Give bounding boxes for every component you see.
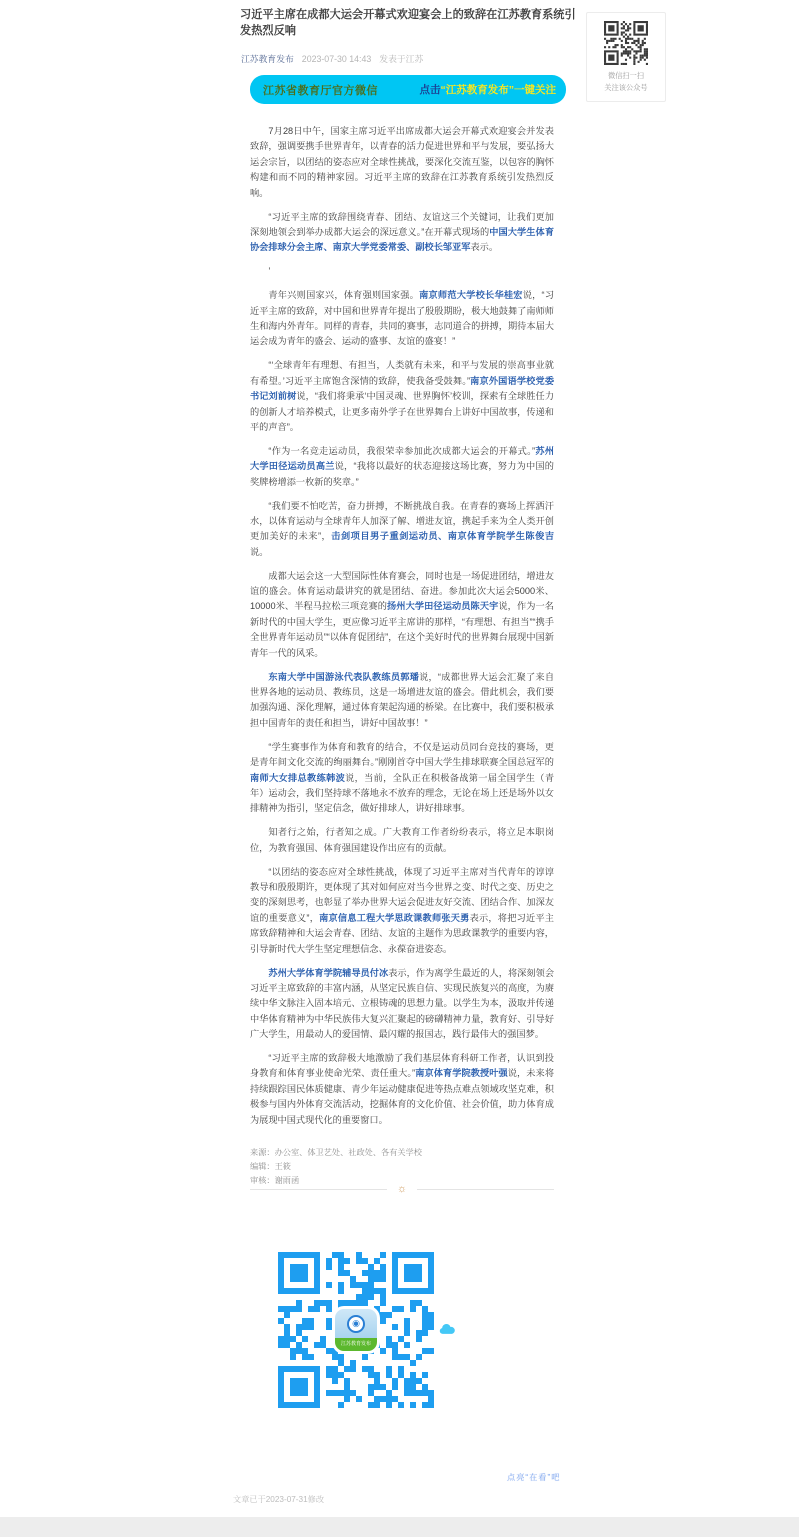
paragraph-text: ’: [268, 266, 271, 277]
person-name-highlight: 南京信息工程大学思政课教师张天勇: [319, 912, 470, 923]
person-name-highlight: 南京师范大学校长华桂宏: [419, 290, 523, 301]
credits-block: [250, 1146, 422, 1188]
credit-editor: 编辑：王筱: [250, 1162, 291, 1171]
article-paragraph: [250, 210, 554, 256]
paragraph-text: 说，作为一名新时代的中国大学生，更应像习近平主席讲的那样，“有理想、有担当”“携手全世界青年运动员”“以体育促团结”，在这个美好时代的世界舞台展现中国新青年一代的风采。: [250, 601, 554, 658]
modified-note: 文章已于2023-07-31修改: [233, 1495, 325, 1504]
person-name-highlight: 南京体育学院教授叶强: [415, 1068, 508, 1079]
paragraph-text: 表示，作为离学生最近的人，将深刻领会习近平主席致辞的丰富内涵，从坚定民族自信、实现民族复兴的高度，为赓续中华文脉注入固本培元、立根铸魂的思想力量。以学生为本，汲取并传递中华体育精神为中华民族伟大复兴汇聚起的磅礴精神力量，教育好、引导好广大学生，用最动人的爱国情、最闪耀的报国志，践行最伟大的强国梦。: [250, 967, 554, 1040]
banner-action-quoted: “江苏教育发布”: [440, 84, 514, 96]
person-name-highlight: 南师大女排总教练韩波: [250, 772, 346, 783]
qr-caption-line1: 微信扫一扫: [608, 71, 644, 80]
qr-caption-line2: 关注该公众号: [604, 83, 648, 92]
paragraph-text: “作为一名竞走运动员，我很荣幸参加此次成都大运会的开幕式。”: [268, 445, 536, 456]
account-link[interactable]: 江苏教育发布: [241, 54, 294, 64]
person-name-highlight: 扬州大学田径运动员陈天宇: [387, 601, 499, 612]
paragraph-text: 表示，将把习近平主席致辞精神和大运会青春、团结、友谊的主题作为思政课教学的重要内容，引导新时代大学生坚定理想信念、永葆奋进姿态。: [250, 912, 554, 954]
sun-ornament-icon: ☼: [396, 1183, 408, 1195]
paragraph-text: “学生赛事作为体育和教育的结合，不仅是运动员同台竞技的赛场，更是青年间文化交流的绚丽舞台。”刚刚首夺中国大学生排球联赛全国总冠军的: [250, 741, 554, 768]
banner-action-text: [420, 82, 557, 97]
paragraph-text: 说，“成都世界大运会汇聚了来自世界各地的运动员、教练员，这是一场增进友谊的盛会。借此机会，我们要加强沟通、深化理解，通过体育架起沟通的桥梁。在比赛中，我们要积极承担中国青年的责任和担当，讲好中国故事！”: [250, 671, 554, 728]
publish-location: 发表于江苏: [379, 54, 424, 64]
cloud-icon: [438, 1323, 456, 1336]
article-paragraph: [250, 825, 554, 856]
app-icon-caption: 江苏教育发布: [335, 1338, 377, 1351]
paragraph-text: 说。: [250, 546, 269, 557]
like-sticker: 点亮“在看”吧: [507, 1473, 561, 1482]
article-paragraph: [250, 288, 554, 350]
paragraph-text: 说，“我们将秉承‘中国灵魂、世界胸怀’校训，探索有全球胜任力的创新人才培养模式，让更多南外学子在世界舞台上讲好中国故事，传递和平的声音”。: [250, 391, 554, 432]
banner-action-prefix: 点击: [419, 84, 441, 96]
person-name-highlight: 击剑项目男子重剑运动员、南京体育学院学生陈俊吉: [331, 531, 554, 542]
article-paragraph: [250, 264, 554, 279]
follow-banner[interactable]: [250, 75, 566, 104]
article-paragraph: [250, 740, 554, 817]
person-name-highlight: 苏州大学田径运动员高兰: [250, 445, 554, 472]
publish-time: 2023-07-30 14:43: [301, 53, 372, 64]
article-paragraph: [250, 1051, 554, 1128]
credit-source: 来源：办公室、体卫艺处、社政处、各有关学校: [250, 1148, 422, 1157]
paragraph-text: “以团结的姿态应对全球性挑战，体现了习近平主席对当代青年的谆谆教导和殷殷期许，更体现了其对如何应对当今世界之变、时代之变、历史之变的深刻思考，也彰显了举办世界大运会促进友好交流、团结合作、加深友谊的重要意义”，: [250, 866, 554, 923]
divider-line-left: [250, 1189, 387, 1190]
paragraph-text: 成都大运会这一大型国际性体育赛会，同时也是一场促进团结，增进友谊的盛会。体育运动最讲究的就是团结、奋进。参加此次大运会5000米、10000米、半程马拉松三项竞赛的: [250, 570, 554, 612]
article-paragraph: [250, 865, 554, 957]
paragraph-text: 说，未来将持续跟踪国民体质健康、青少年运动健康促进等热点难点领域攻坚克难，积极参与国内外体育交流活动，挖掘体育的文化价值、社会价值，助力体育成为展现中国式现代化的重要窗口。: [250, 1068, 554, 1125]
article-paragraph: [250, 670, 554, 732]
paragraph-text: 知者行之始，行者知之成。广大教育工作者纷纷表示，将立足本职岗位，为教育强国、体育强国建设作出应有的贡献。: [250, 827, 554, 853]
page-title: 习近平主席在成都大运会开幕式欢迎宴会上的致辞在江苏教育系统引发热烈反响: [240, 9, 576, 37]
article-paragraph: [250, 444, 554, 490]
divider-line-right: [417, 1189, 554, 1190]
follow-qr-card: [586, 12, 666, 102]
app-icon-sky: [335, 1309, 377, 1338]
paragraph-text: 说，“我将以最好的状态迎接这场比赛，努力为中国的奖牌榜增添一枚新的奖章。”: [250, 461, 554, 487]
paragraph-text: 说，“习近平主席的致辞，对中国和世界青年提出了殷殷期盼，极大地鼓舞了南师师生和海内外青年。同样的青春，共同的赛事，志同道合的拼搏，期待本届大运会成为青年的盛会、运动的盛事、友谊的盛宴！”: [250, 290, 554, 347]
article-paragraph: [250, 966, 554, 1043]
paragraph-text: “习近平主席的致辞极大地激励了我们基层体育科研工作者，认识到投身教育和体育事业使命光荣、责任重大。”: [250, 1053, 554, 1079]
person-name-highlight: 中国大学生体育协会排球分会主席、南京大学党委常委、副校长邹亚军: [250, 226, 554, 253]
account-app-icon: [335, 1309, 377, 1351]
banner-action-suffix: 一键关注: [514, 84, 556, 96]
paragraph-text: 7月28日中午，国家主席习近平出席成都大运会开幕式欢迎宴会并发表致辞，强调要携手世界青年，以青春的活力促进世界和平与发展，要弘扬大运会宗旨，以团结的姿态应对全球性挑战，要深化交流互鉴，以包容的胸怀构建和而不同的精神家园。习近平主席的致辞在江苏教育系统引发热烈反响。: [250, 126, 554, 198]
article-paragraph: [250, 358, 554, 435]
article-paragraph: [250, 124, 554, 201]
paragraph-text: 说，当前，全队正在积极备战第一届全国学生（青年）运动会，我们坚持球不落地永不放弃的理念，无论在场上还是场外以女排精神为指引，坚定信念，做好排球人，讲好排球事。: [250, 772, 554, 814]
paragraph-text: “我们要不怕吃苦，奋力拼搏，不断挑战自我。在青春的赛场上挥洒汗水，以体育运动与全球青年人加深了解、增进友谊，携起手来为全人类开创更加美好的未来”，: [250, 500, 554, 542]
byline: [241, 52, 423, 65]
person-name-highlight: 东南大学中国游泳代表队教练员郭璠: [268, 671, 420, 682]
person-name-highlight: 南京外国语学校党委书记刘前树: [250, 375, 554, 402]
paragraph-text: “习近平主席的致辞围绕青春、团结、友谊这三个关键词，让我们更加深刻地领会到举办成都大运会的深远意义。”在开幕式现场的: [250, 211, 554, 237]
paragraph-text: “‘全球青年有理想、有担当，人类就有未来，和平与发展的崇高事业就有希望。’习近平主席饱含深情的致辞，使我备受鼓舞。”: [250, 360, 554, 386]
ornament-divider: [250, 1184, 554, 1195]
globe-emblem-icon: ◉: [347, 1315, 365, 1333]
person-name-highlight: 苏州大学体育学院辅导员付冰: [268, 967, 389, 978]
paragraph-text: 青年兴则国家兴，体育强则国家强。: [268, 290, 420, 301]
banner-left-label: 江苏省教育厅官方微信: [263, 84, 378, 97]
article-paragraph: [250, 569, 554, 661]
wechat-qr-code-icon: [604, 21, 648, 65]
credit-reviewer: 审核：谢雨函: [250, 1176, 300, 1185]
bottom-gray-bar: [0, 1517, 799, 1537]
paragraph-text: 表示。: [470, 242, 499, 253]
article-paragraph: [250, 499, 554, 561]
article-body: [250, 124, 554, 1130]
